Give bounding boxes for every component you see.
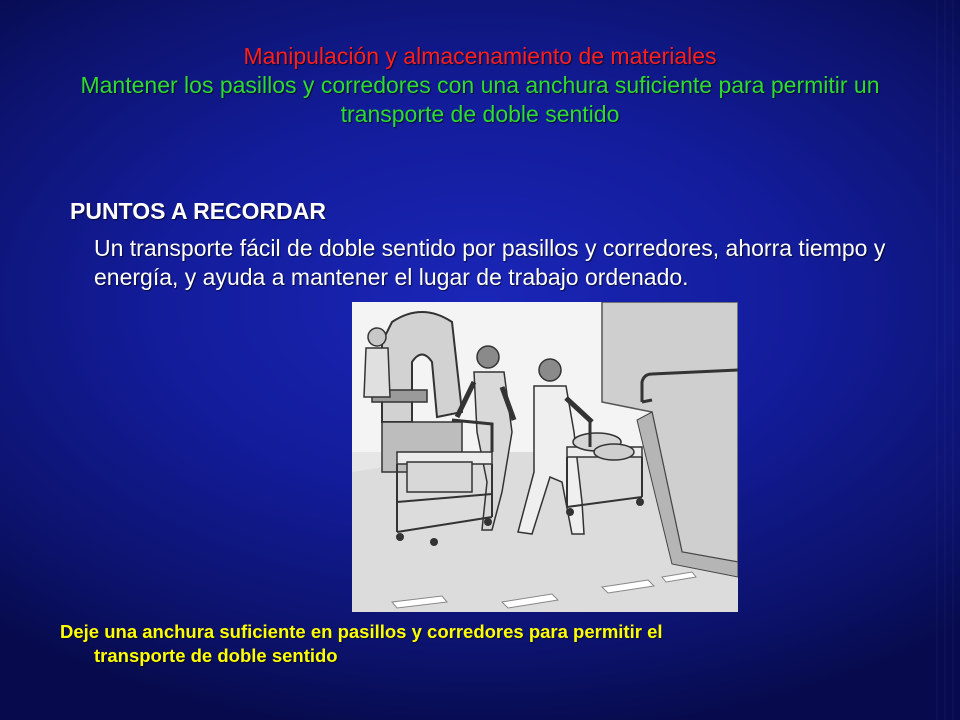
illustration-drawing (352, 302, 738, 612)
aisle-transport-illustration (352, 302, 738, 612)
decorative-edge-lines (930, 0, 960, 720)
caption-line-2: transporte de doble sentido (94, 645, 338, 666)
title-main: Manipulación y almacenamiento de materiales (243, 43, 717, 69)
body-paragraph: Un transporte fácil de doble sentido por pasillos y corredores, ahorra tiempo y energía, y ayuda a mantener el lugar de trabajo ordenado. (94, 235, 886, 290)
caption-line-1: Deje una anchura suficiente en pasillos y corredores para permitir el (60, 621, 663, 642)
title-subtitle: Mantener los pasillos y corredores con una anchura suficiente para permitir un transporte de doble sentido (80, 72, 880, 127)
section-heading: PUNTOS A RECORDAR (70, 198, 326, 224)
image-caption (60, 620, 920, 668)
slide-title (40, 42, 920, 129)
